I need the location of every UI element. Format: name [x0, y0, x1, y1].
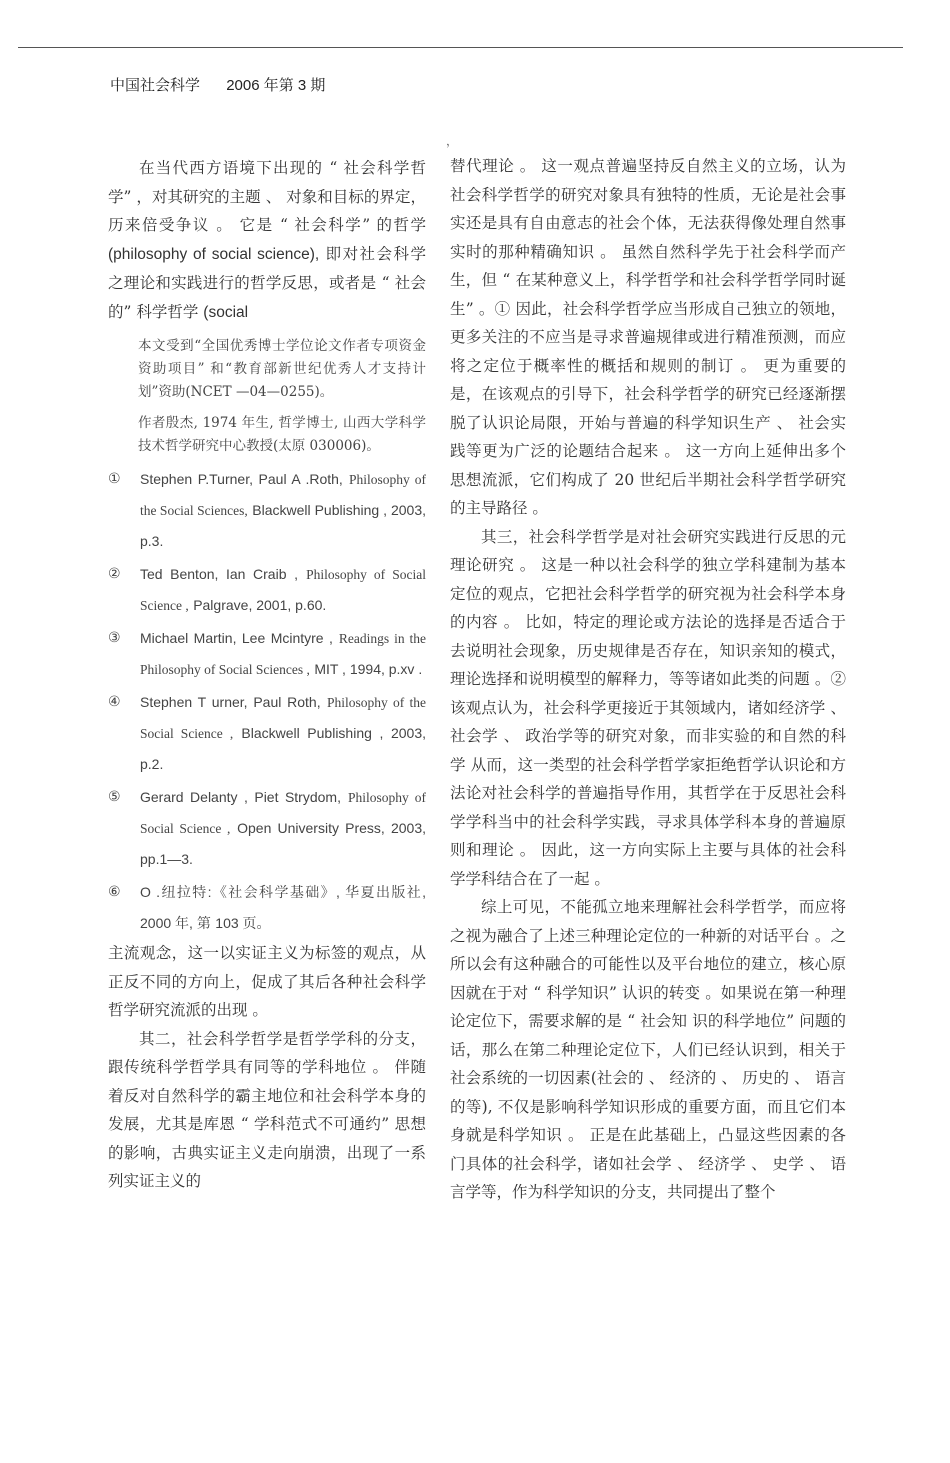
footnote-item — [108, 559, 426, 621]
footnote-number: ⑥ — [108, 884, 121, 900]
funding-note: 本文受到“全国优秀博士学位论文作者专项资金资助项目” 和“教育部新世纪优秀人才支持计划”资助(NCET —04—0255)。 — [138, 338, 426, 400]
right-column — [450, 152, 846, 1207]
footnote-publisher: Blackwell Publishing , 2003, p.2. — [140, 725, 426, 772]
intro-text-a: 在当代西方语境下出现的 “ 社会科学哲学” ，对其研究的主题 、 对象和目标的界定，历来倍受争议 。 它是 “ 社会科学” 的哲学 — [108, 159, 426, 234]
author-note: 作者殷杰, 1974 年生, 哲学博士, 山西大学科学技术哲学研究中心教授(太原 030006)。 — [138, 415, 426, 454]
left-column — [108, 154, 426, 1196]
footnote-number: ③ — [108, 630, 121, 646]
footnote-item — [108, 623, 426, 685]
body-paragraph: 其三，社会科学哲学是对社会研究实践进行反思的元理论研究 。 这是一种以社会科学的独立学科建制为基本定位的观点，它把社会科学哲学的研究视为社会科学本身的内容 。 比如，特定的理论或方法论的选择是否适合于去说明社会现象，历史规律是否存在，知识亲知的模式，理论选择和说明模型的解释力，等等诸如此类的问题 。② 该观点认为，社会科学更接近于其领域内，诸如经济学 、 社会学 、 政治学等的研究对象，而非实验的和自然的科学 从而，这一类型的社会科学哲学家拒绝哲学认识论和方法论对社会科学的普遍指导作用，其哲学在于反思社会科学学科当中的社会科学实践，寻求具体学科本身的普遍原则和理论 。 因此，这一方向实际上主要与具体的社会科学学科结合在了一起 。 — [450, 527, 846, 888]
footnote-publisher: MIT , 1994, p.xv . — [314, 661, 423, 677]
body-paragraph: 综上可见，不能孤立地来理解社会科学哲学，而应将之视为融合了上述三种理论定位的一种新的对话平台 。之所以会有这种融合的可能性以及平台地位的建立，核心原因就在于对 “ 科学知识” 认识的转变 。如果说在第一种理论定位下，需要求解的是 “ 社会知 识的科学地位” 问题的话，那么在第二种理论定位下，人们已经认识到，相关于社会系统的一切因素(社会的 、 经济的 、 历史的 、 语言的等), 不仅是影响科学知识形成的重要方面，而且它们本身就是科学知识 。 正是在此基础上，凸显这些因素的各门具体的社会科学，诸如社会学 、 经济学 、 史学 、 语言学等，作为科学知识的分支，共同提出了整个 — [450, 898, 846, 1201]
footnote-authors: Michael Martin, Lee Mcintyre , — [140, 630, 333, 646]
footnote-publisher: 103 页。 — [215, 915, 271, 931]
footnote-authors: Ted Benton, Ian Craib , — [140, 566, 298, 582]
issue-number: 2006 年第 3 期 — [226, 77, 326, 94]
footnote-authors: O .纽拉特:《社会科学基础》, 华夏出版社, 2000 年, 第 — [140, 884, 426, 931]
intro-text-d: (social — [203, 303, 249, 321]
footnote-title: Philosophy of the Social Science , — [140, 695, 426, 741]
footnote-item — [108, 782, 426, 875]
footnote-number: ④ — [108, 694, 121, 710]
footnote-item — [108, 687, 426, 780]
footnote-authors: Stephen T urner, Paul Roth, — [140, 694, 321, 710]
footnote-list — [108, 464, 426, 939]
intro-text-c: 即对社会科学之理论和实践进行的哲学反思，或者是 “ 社会的” 科学哲学 — [108, 244, 426, 321]
footnote-title: Philosophy of Social Science , — [140, 790, 427, 836]
footnote-title: Philosophy of the Social Sciences, — [140, 472, 427, 518]
footnote-authors: Stephen P.Turner, Paul A .Roth, — [140, 471, 343, 487]
intro-paragraph — [108, 154, 426, 327]
running-head — [110, 74, 347, 95]
body-paragraph: 其二，社会科学哲学是哲学学科的分支，跟传统科学哲学具有同等的学科地位 。 伴随着反对自然科学的霸主地位和社会科学本身的发展，尤其是库恩 “ 学科范式不可通约” 思想的影响，古典实证主义走向崩溃，出现了一系列实证主义的 — [108, 1029, 426, 1190]
journal-title: 中国社会科学 — [110, 77, 201, 94]
body-paragraph: 替代理论 。 这一观点普遍坚持反自然主义的立场，认为社会科学哲学的研究对象具有独特的性质，无论是社会事实还是具有自由意志的社会个体，无法获得像处理自然事实时的那种精确知识 。 虽然自然科学先于社会科学而产生，但 “ 在某种意义上，科学哲学和社会科学哲学同时诞生” 。① 因此，社会科学哲学应当形成自己独立的领地，更多关注的不应当是寻求普遍规律或进行精准预测，而应将之定位于概率性的概括和规则的制订 。 更为重要的是，在该观点的引导下，社会科学哲学的研究已经逐渐摆脱了认识论局限，开始与普遍的科学知识生产 、 社会实践等更为广泛的论题结合起来 。 这一方向上延伸出多个思想流派，它们构成了 20 世纪后半期社会科学哲学研究的主导路径 。 — [450, 157, 846, 517]
footnote-item — [108, 464, 426, 557]
footnote-authors: Gerard Delanty , Piet Strydom, — [140, 789, 341, 805]
stray-mark: ， — [446, 134, 459, 148]
header-rule — [18, 47, 903, 48]
footnote-number: ⑤ — [108, 789, 121, 805]
footnote-title: Philosophy of Social Science , — [140, 567, 426, 613]
body-paragraph: 主流观念，这一以实证主义为标签的观点，从正反不同的方向上，促成了其后各种社会科学哲学研究流派的出现 。 — [108, 944, 426, 1019]
footnote-number: ① — [108, 471, 121, 487]
footnote-publisher: Blackwell Publishing , 2003, p.3. — [140, 502, 427, 549]
footnote-publisher: Palgrave, 2001, p.60. — [193, 597, 327, 613]
footnote-item — [108, 877, 426, 939]
footnote-publisher: Open University Press, 2003, pp.1—3. — [140, 820, 426, 867]
footnote-title: Readings in the Philosophy of Social Sciences , — [140, 631, 426, 677]
intro-text-b: (philosophy of social science), — [108, 245, 320, 263]
footnote-number: ② — [108, 566, 121, 582]
